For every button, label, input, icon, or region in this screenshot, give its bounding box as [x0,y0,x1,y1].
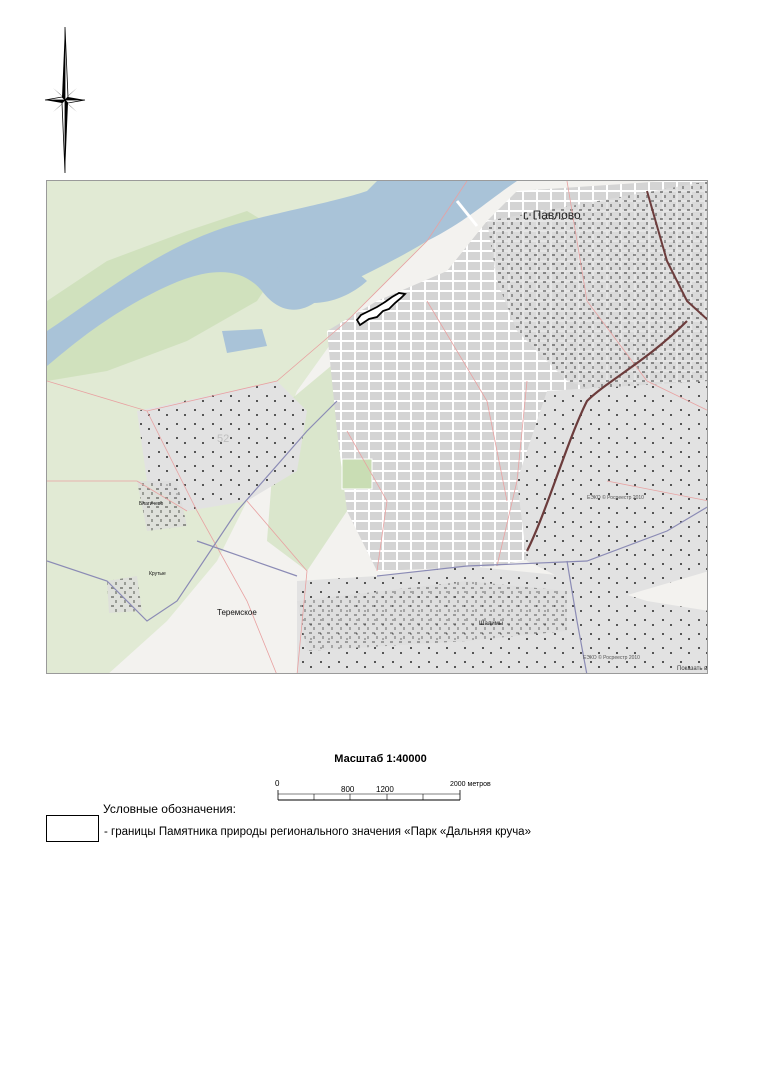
legend-item-text: - границы Памятника природы регионального значения «Парк «Дальняя круча» [104,826,531,838]
village-label: Теремское [217,608,257,617]
village-label: Шалимы [479,621,504,627]
village-label: Благичево [139,501,164,507]
map-canvas [47,181,708,674]
map-view[interactable] [46,180,708,674]
scale-bar [270,774,530,808]
map-copyright: ЕЭКО © Росреестр 2010 [583,655,640,661]
legend-title: Условные обозначения: [103,802,236,816]
scale-tick-label: 1200 [376,785,394,794]
legend-boundary-symbol [46,815,99,842]
show-all-link[interactable]: Показать в [677,666,708,672]
city-label: г. Павлово [523,208,581,222]
scale-tick-label: 2000 метров [450,781,491,788]
scale-title: Масштаб 1:40000 [334,753,427,765]
scale-tick-label: 800 [341,785,355,794]
map-copyright: ЕЭКО © Росреестр 2010 [587,495,644,501]
scale-tick-label: 0 [275,779,280,788]
north-arrow-icon [40,25,90,175]
cadastral-block-number: 52 [217,433,230,445]
village-label: Крутые [149,571,166,577]
